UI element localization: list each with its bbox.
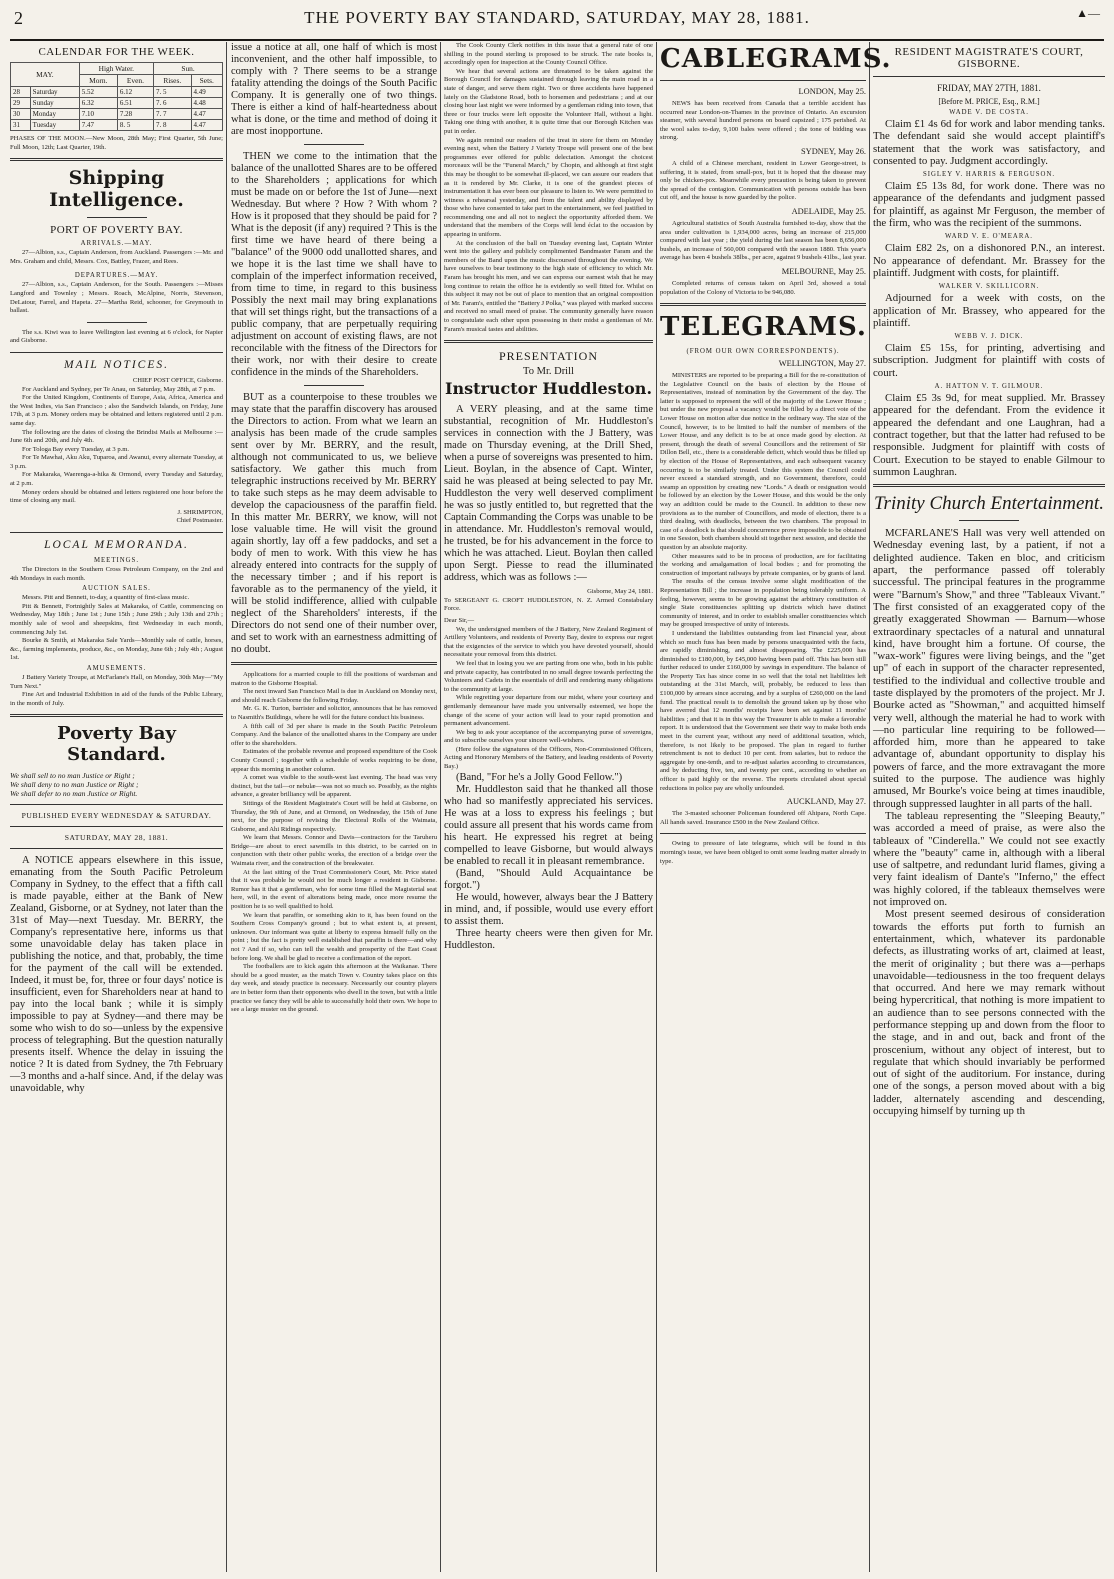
cable-text: NEWS has been received from Canada that a terrible accident has occurred near London-on-Thames in the province of Ontario. An excursion steamer, with several hundred persons on board capsized ; 175 perished. At the wool sales to-day, 9,100 bales were offered ; the tone of bidding was strong. <box>660 100 866 142</box>
list-item: For Auckland and Sydney, per Te Anau, on Saturday, May 28th, at 7 p.m. <box>22 385 216 393</box>
corner-mark-icon: ▲— <box>1076 6 1100 20</box>
list-item: The following are the dates of closing the Brindisi Mails at Melbourne :—June 6th and 20th, and July 4th. <box>10 428 223 445</box>
list-item: For the United Kingdom, Continents of Europe, Asia, Africa, America and the West Indies, via San Francisco ; also the Sandwich Islands, on Friday, June 17th, at 3 p.m. Money orders may be obtained and letters registered until 2 p.m. same day. <box>10 394 223 427</box>
kiwi-notice: The s.s. Kiwi was to leave Wellington last evening at 6 o'clock, for Napier and Gisborne. <box>10 328 223 345</box>
list-item: For Te Mawhai, Aku Aku, Tuparoa, and Awanui, every alternate Tuesday, at 3 p.m. <box>10 454 223 470</box>
column-5 <box>873 42 1105 1572</box>
amusements-heading: AMUSEMENTS. <box>86 664 147 672</box>
news-item: Mr. G. K. Turton, barrister and solicitor, announces that he has removed to Nasmith's Buildings, where he will for the future conduct his business. <box>231 705 437 721</box>
telegram-text: MINISTERS are reported to be preparing a Bill for the re-constitution of the Legislative Council on the basis of election by the House of Representatives, instead of nomination by the Government of the day. The latter is supposed to represent the will of the majority of the Lower House ; but under the new proposal a vacancy would be filled by a direct vote of the Lower House on motion after due notice in the ordinary way. The size of the Council, however, is to be limited to half the number of members of the Lower House, and any deficit is to be at once made good by election. At present, through the death of several Councillors and the retirement of Sir Dillon Bell, etc., there is a considerable deficit, which would thus be filled up by election of the House of Representatives, and each subsequent vacancy occurring is to be similarly treated. Under this system the Council could never exceed a standard strength, and no Government, therefore, could swamp an opposition by creating new "Lords." A death or resignation would be followed by an election by the Lower House, and this would be the only way an addition could be made to the Council. In addition to these new provisions as to the number of Councillors, and mode of election, there is a third dealing, with deadlocks, between the two chambers. The proposal in case of a deadlock is that should concurrence prove impossible to be obtained in one Session, both chambers should sit together next session, and decide the question by an absolute majority. <box>660 372 866 551</box>
late-telegrams-notice: Owing to pressure of late telegrams, which will be found in this morning's issue, we have been obliged to omit some leading matter already in type. <box>660 840 866 865</box>
trinity-title: Trinity Church Entertainment. <box>874 493 1104 515</box>
dateline: LONDON, May 25. <box>798 87 866 96</box>
cable-text: A child of a Chinese merchant, resident in Lower George-street, is suffering, it is stated, from small-pox, but it is hoped that the disease may only be chicken-pox. Meanwhile every precaution is being taken to prevent the spread of the contagion. Communication with persons outside has been cut off, and the house is now guarded by the police. <box>660 159 866 202</box>
case-title: WARD V. E. O'MEARA. <box>945 233 1033 241</box>
list-item: For Makaraka, Waerenga-a-hika & Ormond, every Tuesday and Saturday, at 2 p.m. <box>10 471 223 488</box>
mail-office: CHIEF POST OFFICE, Gisborne. <box>132 376 223 384</box>
news-item: The next inward San Francisco Mail is due in Auckland on Monday next, and should reach Gisborne the following Friday. <box>231 688 437 704</box>
departures-title: DEPARTURES.—MAY. <box>74 272 159 280</box>
dateline: MELBOURNE, May 25. <box>781 266 866 276</box>
mail-signature-title: Chief Postmaster. <box>176 517 223 525</box>
calendar-title: CALENDAR FOR THE WEEK. <box>38 46 195 58</box>
list-item: Money orders should be obtained and letters registered one hour before the time of closing any mail. <box>10 488 223 505</box>
shipping-title: Shipping Intelligence. <box>49 167 184 212</box>
leader-text: A NOTICE appears elsewhere in this issue, emanating from the South Pacific Petroleum Company in Sydney, to the effect that a fifth call is made payable, either at the Bank of New Zealand, Gisborne, or at Sydney, not later than the 31st of May—next Tuesday. Mr. BERRY, the Company's representative here, informs us that some unavoidable delay has taken place in publishing the notice, and that, probably, the time for the payment of the call will be extended. Indeed, it must be, for, three or four days' notice is insufficient, even for Shareholders near at hand to pay into the local bank ; while it is simply impossible to pay at Sydney—and there may be some who wish to do so—unless by the expensive process of telegraphing. But the question naturally presents itself. Whence the delay in issuing the notice ? It is dated from Sydney, the 7th February—3 months and a-half since. And, if the delay was unavoidable, why <box>10 855 223 1095</box>
calendar-header-morn: Morn. <box>79 75 117 87</box>
leader-paragraph: THEN we come to the intimation that the balance of the unallotted Shares are to be offered to the Shareholders ; applications for which must be made on or before the 1st of June—next Wednesday. But where ? How ? With whom ? How is it proposed that they should be paid for ? What is the deposit (if any) required ? This is the first time we have heard of there being a "balance" of the 9000 odd unallotted shares, and we hope it is the last time we shall have to complain of the imperfect information received, from time to time, in regard to this business Possibly the next mail may bring explanations that will set things right, but the transactions of a public company, that are perpetually requiring adjustment on account of existing flaws, are not reconcilable with the fitness of the Directors for their work, nor with their desire to create confidence in the minds of the Shareholders. <box>231 151 437 378</box>
cablegrams-title: CABLEGRAMS. <box>660 44 892 74</box>
trinity-paragraph: MCFARLANE'S Hall was very well attended on Wednesday evening last, by a patient, if not a delighted audience. Taken en bloc, and criticism apart, the performance passed off tolerably successful. The principal features in the programme were "Barnum's Show," and three "Tableaux Vivant." The first consisted of an exaggerated copy of the greatly exaggerated Showman — Barnum—whose extraordinary spectacles of a natural and unnatural kind, have brought him a fortune. Of course, the "wax-work" figures were living beings, and the "get up" of each in support of the character represented, testified to the individual and collective trouble and taste displayed by the promoters of the project. Mr J. Bourke acted as "Showman," and acquitted himself very well, although the material he had to work with—no particular line requiring to be followed—afforded him, more than he appeared to take advantage of, abundant opportunity to display his powers of farce, and the more extravagant the more suited to the purpose. The audience was highly amused, Mr Bourke's voice being at times inaudible, through suppressed laughter in all parts of the hall. <box>873 527 1105 810</box>
calendar-header-high: High Water. <box>79 63 153 75</box>
dateline: SYDNEY, May 26. <box>801 146 866 156</box>
news-item: The footballers are to kick again this afternoon at the Waikanae. There should be a good muster, as the match Town v. Country takes place on this day week, and steady practice is necessary. Necessarily our country players are in better form than their opponents who dwell in the town, but with a little practice we fancy they will be able to successfully hold their own. We hope to see a large muster on the ground. <box>231 963 437 1014</box>
presentation-name: Instructor Huddleston. <box>444 379 653 399</box>
telegram-text: Other measures said to be in process of production, are for facilitating the working and amalgamation of local bodies ; and for promoting the construction of important railways by private companies, or by grants of land. <box>660 552 866 577</box>
address-paragraph: We beg to ask your acceptance of the accompanying purse of sovereigns, and to subscribe ourselves your sincere well-wishers. <box>444 728 653 745</box>
news-item: At the last sitting of the Trust Commissioner's Court, Mr. Price stated that it was probable he would not be much longer a resident in Gisborne. Rumor has it that a gentleman, who for some time filled the Magisterial seat here, will, in the event of alterations being made, once more resume the position he is so well qualified to hold. <box>231 868 437 911</box>
closing-paragraph: (Band, "Should Auld Acquaintance be forgot.") <box>444 867 653 891</box>
presentation-subtitle: To Mr. Drill <box>523 366 574 378</box>
meetings-heading: MEETINGS. <box>93 557 140 565</box>
dateline: WELLINGTON, May 27. <box>778 359 866 369</box>
masthead <box>0 0 1114 36</box>
closing-paragraph: (Band, "For he's a Jolly Good Fellow.") <box>456 771 623 783</box>
page-number: 2 <box>14 8 23 28</box>
table-row: 28 Saturday 5.52 6.12 7. 5 4.49 <box>11 87 223 98</box>
trinity-paragraph: Most present seemed desirous of consideration towards the efforts put forth to furnish an entertainment, which, whatever its pardonable defects, as illustrating works of art, claimed at least, the merit of originality ; but there was a—perhaps unavoidable—tediousness in the too frequent delays that occurred. And here we may remark without being hypercritical, that nothing is more impatient to an audience than to see persons connected with the performance stepping up and down from the floor to the stage, and in and out, back and front of the proscenium, without any object of interest, but to regulate that which should invariably be performed out of sight of the auditorium. For instance, during one of the songs, a person moved about with a big ladder, alternately ascending and descending, occupying himself by turning up th <box>873 908 1105 1118</box>
presentation-text: A VERY pleasing, and at the same time substantial, recognition of Mr. Huddleston's services in connection with the J Battery, was made on Thursday evening, at the Drill Shed, when a purse of sovereigns was presented to him. Lieut. Boylan, in the absence of Capt. Winter, said he was pleased at being selected to pay Mr. Huddleston the very well deserved compliment he was so justly entitled to, but regretted that the Captain Commanding the Corps was unable to be in attendance. Mr. Huddleston's removal would, he trusted, be for his advancement in the force to which he was attached. Lieut. Boylan then called upon Sergt. Piesse to read the illuminated address, which was as follows :— <box>444 404 653 584</box>
newspaper-title: THE POVERTY BAY STANDARD, SATURDAY, MAY 28, 1881. <box>304 8 810 27</box>
address-paragraph: (Here follow the signatures of the Officers, Non-Commissioned Officers, Acting and Honorary Members of the Battery, and leading residents of Poverty Bay.) <box>444 745 653 771</box>
column-2 <box>231 42 437 1572</box>
address-recipient: To SERGEANT G. CROFT HUDDLESTON, N. Z. Armed Constabulary Force. <box>444 596 653 613</box>
motto-line: We shall defer to no man Justice or Right. <box>10 789 138 799</box>
local-memoranda-title: LOCAL MEMORANDA. <box>44 539 189 552</box>
list-item: J Battery Variety Troupe, at McFarlane's Hall, on Monday, 30th May—"My Turn Next." <box>10 673 223 690</box>
arrivals-title: ARRIVALS.—MAY. <box>80 240 153 248</box>
rm-court-title: RESIDENT MAGISTRATE'S COURT, GISBORNE. <box>894 46 1084 70</box>
mail-signature: J. SHRIMPTON, <box>177 508 223 516</box>
case-text: Claim £5 15s, for printing, advertising and subscription. Judgment for plaintiff with costs of court. <box>873 342 1105 379</box>
dateline: AUCKLAND, May 27. <box>786 797 866 807</box>
news-item: We learn that paraffin, or something akin to it, has been found on the Southern Cross Company's ground ; but to what extent is, at present, unknown. Our informant was quite at liberty to express himself fully on the point ; but the fact is pretty well established that paraffin is there—and why not ? And if so, who can tell the wealth and prosperity of the East Coast before long. We shall be glad to receive a confirmation of the report. <box>231 911 437 962</box>
leader-continued: issue a notice at all, one half of which is most inconvenient, and the other half impossible, to comply with ? There seems to be a strange fatality attending the doings of the South Pacific Company. It is generally one of two things. There is either a kind of half-heartedness about what is done, or the time and method of doing it are most inopportune. <box>231 42 437 137</box>
news-item: Applications for a married couple to fill the positions of wardsman and matron to the Gisborne Hospital. <box>231 671 437 687</box>
standard-title: Poverty Bay Standard. <box>57 723 176 766</box>
news-item: We learn that Messrs. Connor and Davis—contractors for the Taruheru Bridge—are about to erect sawmills in this district, to be carried on in conjunction with their other public works, the erection of a bridge over the Waimata river, and the construction of the breakwater. <box>231 834 437 868</box>
motto-line: We shall deny to no man Justice or Right ; <box>10 780 139 790</box>
telegram-text: The 3-masted schooner Policeman foundered off Ahipara, North Cape. All hands saved. Insurance £500 in the New Zealand Office. <box>660 810 866 826</box>
news-item: Estimates of the probable revenue and proposed expenditure of the Cook County Council ; together with a schedule of works requiring to be done, appear this morning in another column. <box>231 748 437 773</box>
closing-paragraph: Mr. Huddleston said that he thanked all those who had so manifestly appreciated his services. He was at a loss to express his feelings ; but could assure all present that his words came from his heart. He expressed his regret at being compelled to leave Gisborne, but would always be enabled to recall it in pleasant remembrance. <box>444 783 653 867</box>
news-item: A fifth call of 3d per share is made in the South Pacific Petroleum Company. And the balance of the unallotted shares in the Company are under offer to the shareholders. <box>231 722 437 747</box>
meetings-text: The Directors in the Southern Cross Petroleum Company, on the 2nd and 4th Mondays in each month. <box>10 566 223 582</box>
closing-paragraph: Three hearty cheers were then given for Mr. Huddleston. <box>444 927 653 951</box>
case-title: A. HATTON V. T. GILMOUR. <box>934 383 1044 391</box>
rm-court-date: FRIDAY, MAY 27TH, 1881. <box>937 83 1041 93</box>
case-text: Claim £82 2s, on a dishonored P.N., an interest. No appearance of defendant. Mr. Brassey for the plaintiff. Judgment with costs, for plaintiff. <box>873 242 1105 279</box>
news-item: Sittings of the Resident Magistrate's Court will be held at Gisborne, on Thursday, the 9th of June, and at Ormond, on Wednesday, the 15th of June next, for the purpose of revising the Electoral Rolls of the Waimata, Gisborne, and Ahi Ridings respectively. <box>231 799 437 833</box>
address-paragraph: While regretting your departure from our midst, where your courtesy and gentlemanly demeanour have made you universally esteemed, we hope the change of the scene of your action will lead to your rapid promotion and permanent advancement. <box>444 694 653 728</box>
port-title: PORT OF POVERTY BAY. <box>50 224 183 237</box>
published-line: PUBLISHED EVERY WEDNESDAY & SATURDAY. <box>21 811 212 821</box>
closing-paragraph: He would, however, always bear the J Battery in mind, and, if possible, would use every effort to assist them. <box>444 891 653 927</box>
column-4 <box>660 42 892 1572</box>
case-text: Adjourned for a week with costs, on the application of Mr. Brassey, who appeared for the plaintiff. <box>873 292 1105 329</box>
table-row: 31 Tuesday 7.47 8. 5 7. 8 4.47 <box>11 120 223 131</box>
cable-text: Completed returns of census taken on April 3rd, showed a total population of the Colony of Victoria to be 946,080. <box>660 279 866 296</box>
address-paragraph: Dear Sir,— <box>444 616 475 624</box>
list-item: For Tologa Bay every Tuesday, at 3 p.m. <box>22 445 130 453</box>
table-row: 29 Sunday 6.32 6.51 7. 6 4.48 <box>11 98 223 109</box>
motto-line: We shall sell to no man Justice or Right ; <box>10 771 135 781</box>
presentation-title: PRESENTATION <box>498 349 599 364</box>
cable-text: Agricultural statistics of South Australia furnished to-day, show that the area under cultivation is 1,934,000 acres, being an increase of 215,000 compared with last year ; the yield during the last season has been 8,656,000 bushels, an increase of 560,000 compared with the season 1880. This year's average has been 4 bushels 38lbs., per acre, against 9 bushels 41lbs., last year. <box>660 219 866 262</box>
column-1 <box>10 42 223 1572</box>
case-text: Claim £5 3s 9d, for meat supplied. Mr. Brassey appeared for the defendant. From the evidence it appeared the defendant and one Laughran, had a contract together, but that the latter had refused to be responsible. Judgment for plaintiff with costs of Court. Execution to be stayed to enable Gilmour to summon Laughran. <box>873 392 1105 478</box>
list-item: Fine Art and Industrial Exhibition in aid of the funds of the Public Library, in the month of July. <box>10 691 223 707</box>
calendar-header-sun: Sun. <box>154 63 223 75</box>
case-title: SIGLEY V. HARRIS & FERGUSON. <box>922 171 1056 179</box>
news-item: We again remind our readers of the treat in store for them on Monday evening next, when the Battery J Variety Troupe will present one of the best programmes ever offered for public delectation. Amongst the choicest morceaux will be the "Funeral March," by Chopin, and although at first sight this may be thought to be somewhat ill-placed, we can assure our readers that as it is rendered by Mr. Clarke, it is one of the grandest pieces of instrumentation it has ever been our pleasure to listen to. We were permitted to witness a rehearsal yesterday, and from the talent and ability displayed by those who have consented to take part in the entertainment, we feel justified in recommending one and all not to neglect the opportunity afforded them. We understand that the members of the Corps will lend éclat to the occasion by appearing in uniform. <box>444 136 653 239</box>
list-item: Bourke & Smith, at Makaraka Sale Yards—Monthly sale of cattle, horses, &c., farming implements, produce, &c., on Monday, June 6th ; July 4th ; August 1st. <box>10 637 223 662</box>
column-3 <box>444 42 653 1572</box>
arrivals-text: 27—Albion, s.s., Captain Anderson, from Auckland. Passengers :—Mr. and Mrs. Graham and child, Messrs. Cox, Battley, Frazer, and Rees. <box>10 249 223 265</box>
telegrams-subtitle: (FROM OUR OWN CORRESPONDENTS). <box>686 348 840 356</box>
address-date: Gisborne, May 24, 1881. <box>587 588 653 596</box>
news-item: A comet was visible to the south-west last evening. The head was very distinct, but the tail—or nebulæ—was not so much so. Possibly, as the nights advance, a greater brilliancy will be apparent. <box>231 774 437 799</box>
news-item: At the conclusion of the ball on Tuesday evening last, Captain Winter went into the gallery and publicly complimented Bandmaster Faram and the members of the Band upon the music discoursed throughout the evening. We have ourselves to bear testimony to the high state of efficiency to which Mr. Faram has brought his men, and we can express our earnest wish that he may long continue to retain the office he is evidently so well fitted for. Whilst on this subject it may not be out of place to mention that an original composition of Mr. Faram's, entitled the "Battery J Polka," was played with marked success and received no small meed of praise. The community generally have reason to congratulate each other upon possessing in their midst a gentleman of Mr. Faram's musical tastes and abilities. <box>444 239 653 333</box>
table-row: 30 Monday 7.10 7.28 7. 7 4.47 <box>11 109 223 120</box>
telegrams-title: TELEGRAMS. <box>660 312 867 343</box>
departures-text: 27—Albion, s.s., Captain Anderson, for the South. Passengers :—Misses Langford and Townley ; Messrs. Roach, McAlpine, Norris, Stevenson, DeLatour, Farrel, and Hapeta. 27—Martha Reid, schooner, for Greymouth in ballast. <box>10 281 223 315</box>
leader-paragraph: BUT as a counterpoise to these troubles we may state that the paraffin discovery has aroused the Directors to action. From what we learn an analysis has been made of the crude samples sent over by Mr. BERRY, and the result, although not communicated to us, we believe satisfactory. We gather this much from telegraphic instructions received by Mr. BERRY to take such steps as he may deem advisable to develop the capaciousness of the paraffin field. In this matter Mr. BERRY, we know, will not lose valuable time. He will visit the ground again shortly, lay off a few paddocks, and set a body of men to work. With this view he has already entered into contracts for the supply of the necessary timber ; and if his report is favorable as to the permanency of the yield, it will be stolid indifference, allied with culpable neglect of the Shareholders' interests, if the Directors do not send one of their number over, and set to work with an earnestness admitting of no doubt. <box>231 392 437 655</box>
moon-phases: PHASES OF THE MOON.—New Moon, 28th May; First Quarter, 5th June; Full Moon, 12th; Last Quarter, 19th. <box>10 135 223 151</box>
case-text: Claim £5 13s 8d, for work done. There was no appearance of the defendants and judgment passed for plaintiff, as against Mr Ferguson, the member of the firm, who was the recipient of the summons. <box>873 180 1105 230</box>
news-item: We hear that several actions are threatened to be taken against the Borough Council for damages sustained through leaving the main road in a state of danger, and serve them right. Two or three accidents have happened lately on the Gladstone Road, both to horsemen and pedestrians ; and at our closing hour last night we were informed by a gentleman riding into town, that three or four trucks were left opposite the Volunteer Hall, without a light. Taking one thing with another, it is quite time that our Borough Kitchen was put in order. <box>444 67 653 135</box>
dateline: ADELAIDE, May 25. <box>791 206 866 216</box>
calendar-header-sets: Sets. <box>191 75 222 87</box>
calendar-header-even: Even. <box>117 75 153 87</box>
case-title: WADE V. DE COSTA. <box>949 109 1029 116</box>
list-item: Messrs. Pitt and Bennett, to-day, a quantity of first-class music. <box>22 594 190 602</box>
address-paragraph: We feel that in losing you we are parting from one who, both in his public and private capacity, has contributed in no small degree towards perfecting the Volunteers and Cadets in the essentials of drill and rendering many obligations to the community at large. <box>444 659 653 693</box>
case-title: WALKER V. SKILLICORN. <box>938 283 1040 291</box>
address-paragraph: We, the undersigned members of the J Battery, New Zealand Regiment of Artillery Volunteers, and residents of Poverty Bay, desire to express our regret that the exigencies of the service to which you have devoted yourself, should necessitate your removal from this district. <box>444 625 653 659</box>
leader-dateline: SATURDAY, MAY 28, 1881. <box>64 833 169 843</box>
auction-heading: AUCTION SALES. <box>82 585 151 593</box>
telegram-text: I understand the liabilities outstanding from last Financial year, about which so much fuss has been made by persons unacquainted with the facts, are rapidly diminishing, and almost disappearing. The £225,000 has diminished to £180,000, by £45,000 having been paid off. This has been still further reduced to under £160,000 by savings in expenditure. The balance of the Property Tax has since come in so well that the total net liabilities left outstanding at the 31st March, will, probably, be reduced to less than £100,000 by arrears since accruing, and by a surplus of £260,000 on the land fund. The practical result is to demolish the ground taken up by those who have averred that 12 months' receipts have been set against 11 months' liabilities ; and that it is in this way the Treasurer is able to make a favorable report. It is understood that the Government see their way to make both ends meet in the current year, without any need of additional taxation, which, therefore, is not likely to be proposed. The plan in regard to further retrenchment is not to deduct 10 per cent. from salaries, but to reduce the aggregate by one-tenth, and to re-adjust salaries according to circumstances, and by deducting five, ten, and twenty per cent., according to whether an officer is paid highly or the reverse. The reports circulated about special reductions in police pay are wholly unfounded. <box>660 629 866 792</box>
rm-court-before: [Before M. PRICE, Esq., R.M.] <box>938 97 1040 106</box>
calendar-table <box>10 62 223 131</box>
calendar-header-may: MAY. <box>11 63 80 87</box>
news-item: The Cook County Clerk notifies in this issue that a general rate of one shilling in the pound sterling is proposed to be struck. The rate books is, accordingly open for inspection at the County Council Office. <box>444 42 653 67</box>
list-item: Pitt & Bennett, Fortnightly Sales at Makaraka, of Cattle, commencing on Wednesday, May 18th ; June 1st ; June 15th ; June 29th ; July 13th and 27th ; monthly sale of wool and sheepskins, first Wednesday in each month, commencing July 1st. <box>10 602 223 636</box>
trinity-paragraph: The tableau representing the "Sleeping Beauty," was accorded a meed of praise, as were also the tableaux of "Cinderella." We could not see exactly where the "beauty" came in, although with a liberal use of saltpetre, and redundant lurid flames, giving a very faint idealism of Dante's "Inferno," the effect was highly colored, if the tableaux themselves were not improved on. <box>873 809 1105 909</box>
case-text: Claim £1 4s 6d for work and labor mending tanks. The defendant said she would accept plaintiff's statement that the work was satisfactory, and consented to pay. Judgment accordingly. <box>873 118 1105 167</box>
telegram-text: The results of the census involve some slight modification of the Representation Bill ; the increase in population being tolerably uniform. A feeling, however, seems to be growing against the arbitrary constitution of single State constituencies splitting up districts which have distinct community of interest, and in order to establish smaller constituencies which may be grouped irrespective of unity of interests. <box>660 578 866 629</box>
calendar-header-rises: Rises. <box>154 75 192 87</box>
case-title: WEBB V. J. DICK. <box>954 333 1024 341</box>
mail-notices-title: MAIL NOTICES. <box>63 358 170 371</box>
